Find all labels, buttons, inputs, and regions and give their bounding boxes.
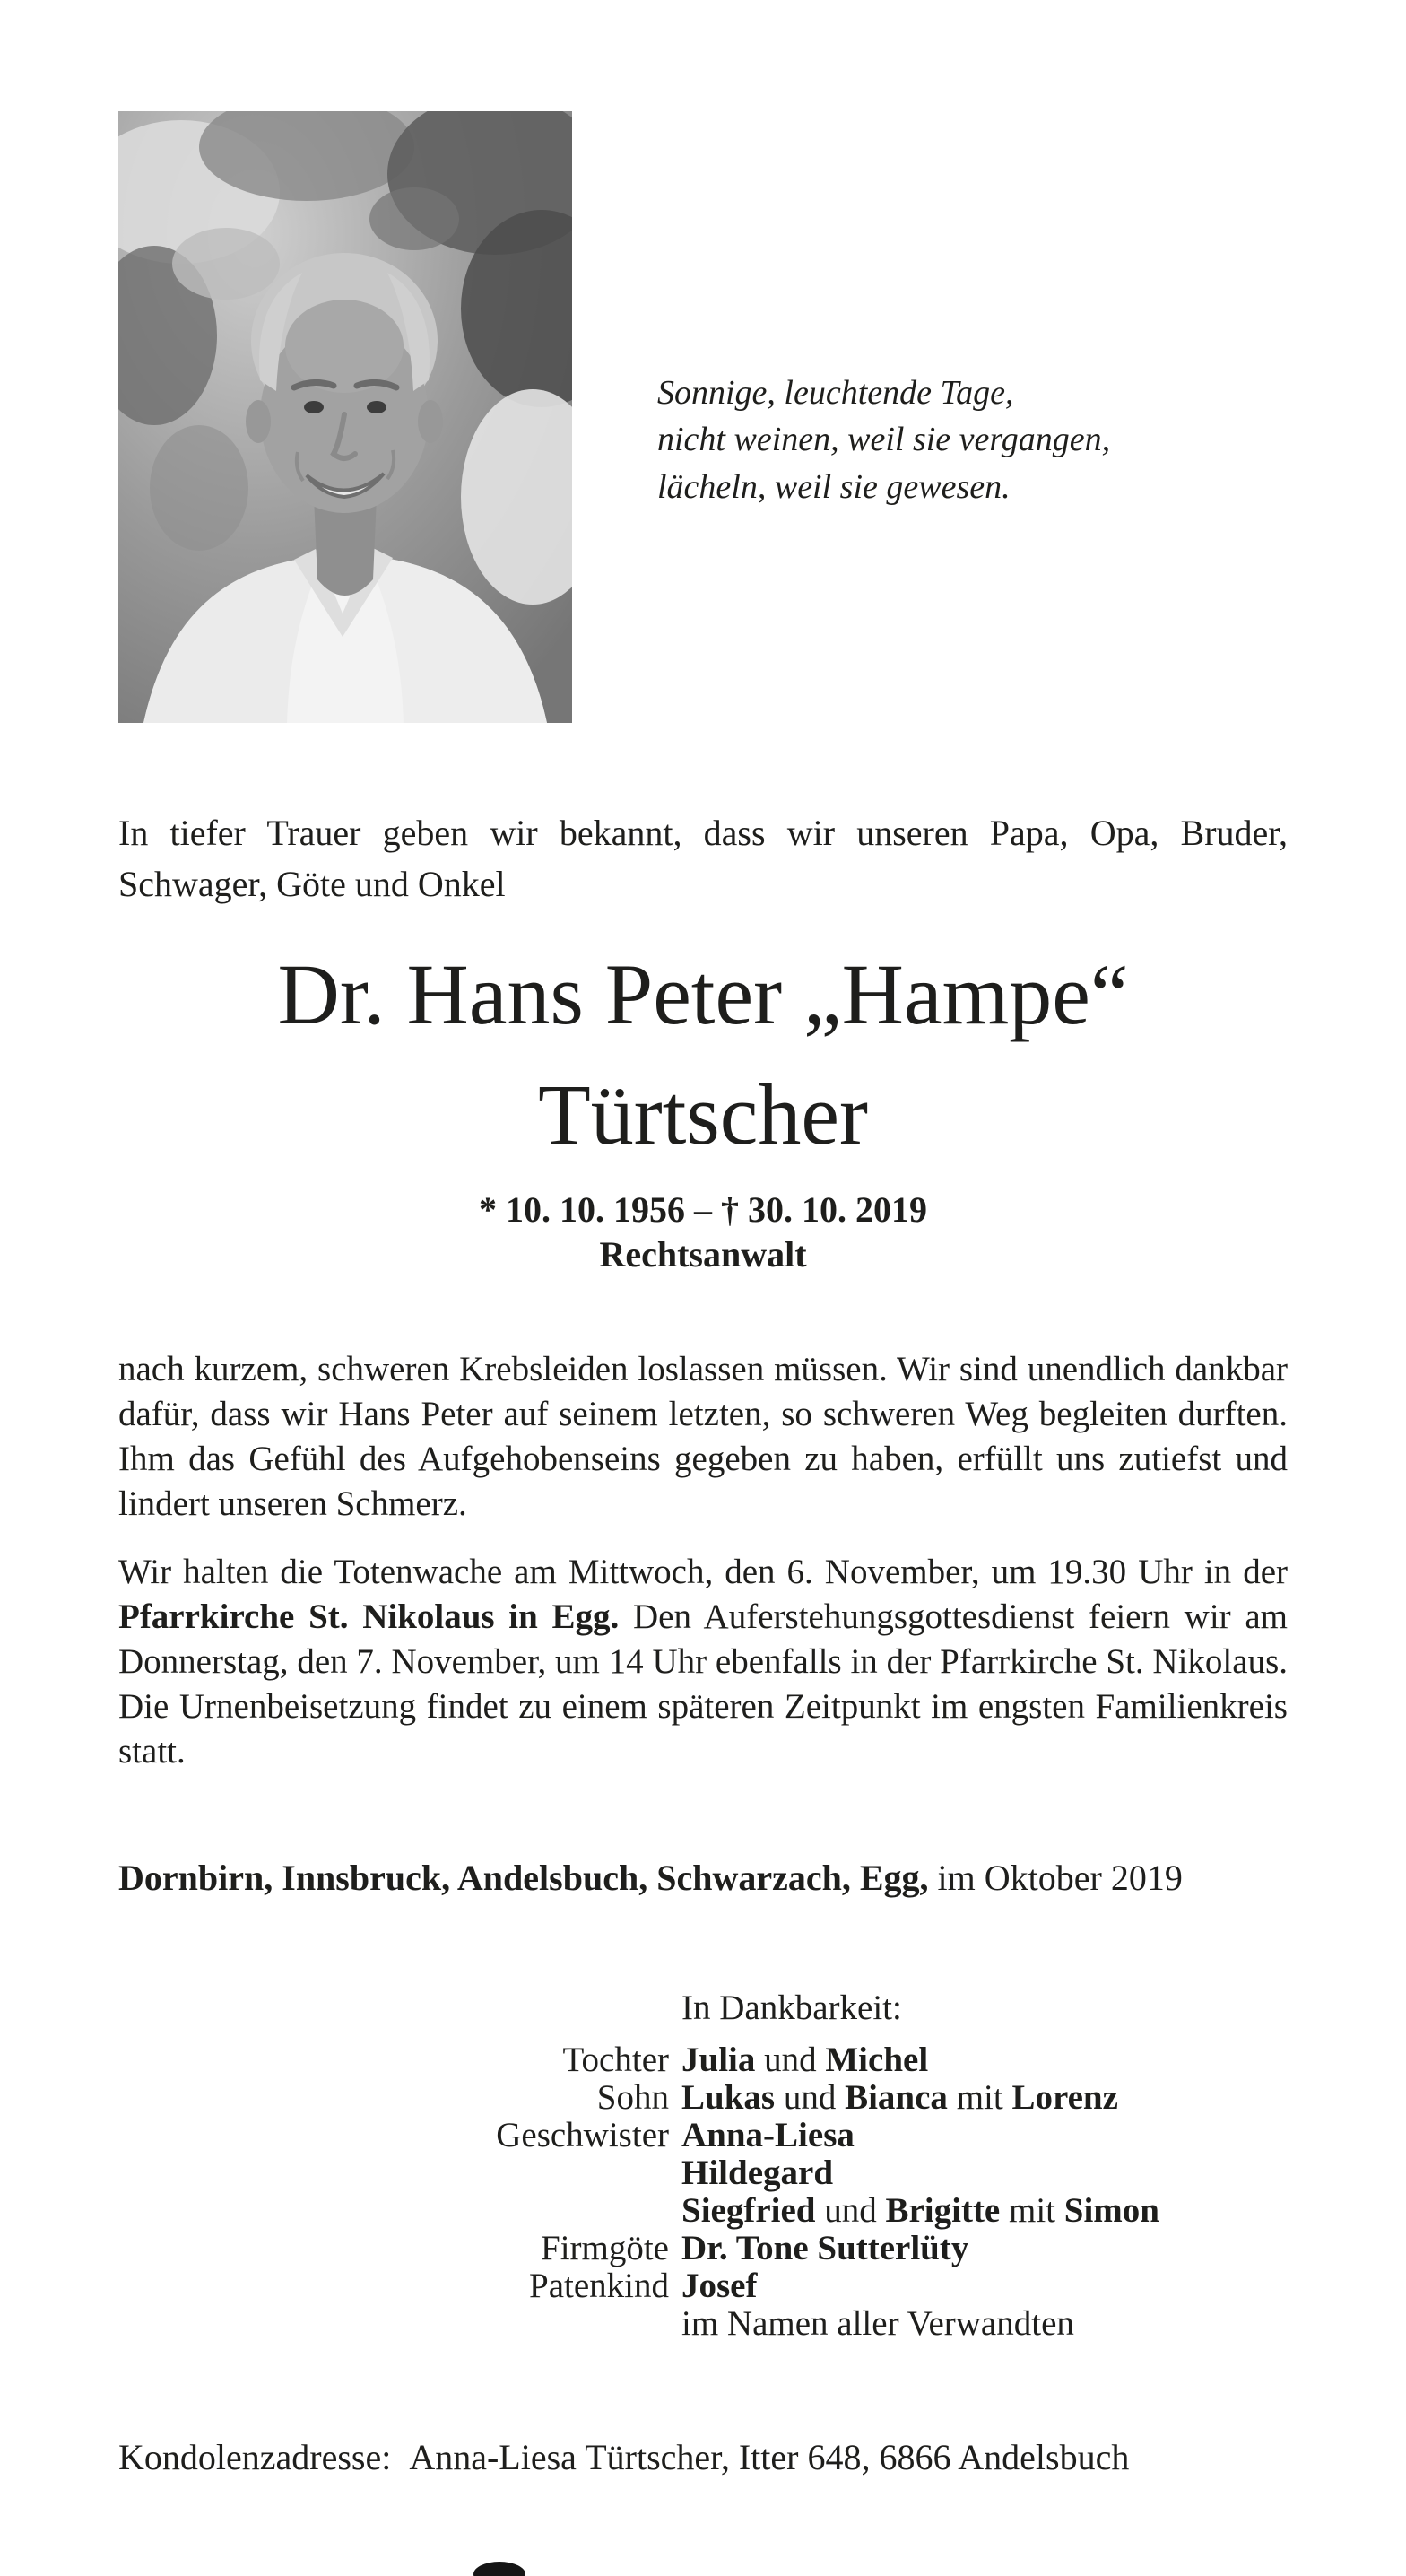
- gratitude-name-bold: Josef: [681, 2267, 758, 2305]
- gratitude-names: [681, 2305, 1288, 2343]
- gratitude-name-text: und: [775, 2078, 846, 2117]
- gratitude-names: [681, 2230, 1288, 2267]
- gratitude-row: [118, 2230, 1288, 2267]
- gratitude-name-text: und: [755, 2041, 826, 2079]
- dateline-cities: Dornbirn, Innsbruck, Andelsbuch, Schwarzach, Egg,: [118, 1858, 929, 1898]
- condolence-label: Kondolenzadresse:: [118, 2437, 392, 2477]
- portrait-photo: [118, 111, 572, 723]
- gratitude-names: [681, 2192, 1288, 2230]
- gratitude-role: Patenkind: [529, 2267, 669, 2305]
- body-text: [118, 1347, 1288, 1774]
- gratitude-name-bold: Hildegard: [681, 2154, 834, 2192]
- gratitude-list: [118, 2041, 1288, 2343]
- services-text-1: Wir halten die Totenwache am Mittwoch, den 6. November, um 19.30 Uhr in der: [118, 1553, 1288, 1591]
- gratitude-names: [681, 2267, 1288, 2305]
- header-section: [118, 0, 1288, 723]
- gratitude-role: [118, 2154, 681, 2192]
- dateline: [118, 1853, 1288, 1903]
- paragraph-illness: nach kurzem, schweren Krebsleiden loslassen müssen. Wir sind unendlich dankbar dafür, dass wir Hans Peter auf seinem letzten, so schweren Weg begleiten durften. Ihm das Gefühl des Aufgehobenseins gegeben zu haben, erfüllt uns zutiefst und lindert unseren Schmerz.: [118, 1350, 1288, 1523]
- gratitude-name-text: mit: [1000, 2191, 1064, 2230]
- gratitude-row: [118, 2041, 1288, 2079]
- condolence-value: Anna-Liesa Türtscher, Itter 648, 6866 Andelsbuch: [409, 2437, 1130, 2477]
- memorial-poem: [657, 370, 1110, 723]
- deceased-name-line2: Türtscher: [538, 1066, 868, 1162]
- poem-line-1: Sonnige, leuchtende Tage,: [657, 374, 1014, 412]
- gratitude-row: [118, 2305, 1288, 2343]
- gratitude-name-bold: Michel: [825, 2041, 929, 2079]
- deceased-name: [118, 935, 1288, 1175]
- gratitude-row: [118, 2117, 1288, 2154]
- gratitude-names: [681, 2079, 1288, 2117]
- services-church-bold: Pfarrkirche St. Nikolaus in Egg.: [118, 1597, 620, 1636]
- dateline-date: im Oktober 2019: [928, 1858, 1183, 1898]
- gratitude-row: [118, 2079, 1288, 2117]
- intro-text: In tiefer Trauer geben wir bekannt, dass wir unseren Papa, Opa, Bruder, Schwager, Göte und Onkel: [118, 813, 1288, 904]
- gratitude-role: [118, 2305, 681, 2343]
- gratitude-name-bold: Siegfried: [681, 2191, 816, 2230]
- profession: Rechtsanwalt: [599, 1234, 807, 1275]
- gratitude-row: [118, 2267, 1288, 2305]
- gratitude-names: [681, 2154, 1288, 2192]
- gratitude-role: [118, 2192, 681, 2230]
- gratitude-role: Firmgöte: [541, 2229, 669, 2267]
- poem-line-2: nicht weinen, weil sie vergangen,: [657, 421, 1111, 459]
- life-dates: * 10. 10. 1956 – † 30. 10. 2019: [479, 1189, 927, 1230]
- gratitude-name-bold: Brigitte: [885, 2191, 1001, 2230]
- gratitude-role: Sohn: [596, 2078, 669, 2117]
- gratitude-name-bold: Dr. Tone Sutterlüty: [681, 2229, 969, 2267]
- gratitude-name-bold: Lorenz: [1011, 2078, 1118, 2117]
- gratitude-header: In Dankbarkeit:: [681, 1989, 902, 2027]
- gratitude-section: [118, 1989, 1288, 2343]
- gratitude-name-text: und: [815, 2191, 886, 2230]
- poem-line-3: lächeln, weil sie gewesen.: [657, 467, 1011, 506]
- paragraph-services: [118, 1550, 1288, 1774]
- gratitude-names: [681, 2117, 1288, 2154]
- services-text-2: Den Auferstehungsgottesdienst feiern wir am Donnerstag, den 7. November, um 14 Uhr ebenfalls in der Pfarrkirche St. Nikolaus. Die Urnenbeisetzung findet zu einem späteren Zeitpunkt im engsten Familienkreis statt.: [118, 1597, 1288, 1771]
- gratitude-role: Geschwister: [496, 2116, 669, 2154]
- gratitude-row: [118, 2192, 1288, 2230]
- gratitude-name-bold: Lukas: [681, 2078, 776, 2117]
- scan-artifact: [473, 2562, 525, 2576]
- portrait-photo-image: [118, 111, 572, 723]
- gratitude-names: [681, 2041, 1288, 2079]
- deceased-name-line1: Dr. Hans Peter „Hampe“: [277, 946, 1129, 1042]
- gratitude-row: [118, 2154, 1288, 2192]
- gratitude-name-text: im Namen aller Verwandten: [681, 2304, 1074, 2343]
- gratitude-name-bold: Julia: [681, 2041, 756, 2079]
- condolence-address: [118, 2432, 1288, 2483]
- gratitude-role: Tochter: [562, 2041, 669, 2079]
- gratitude-name-bold: Anna-Liesa: [681, 2116, 855, 2154]
- gratitude-name-text: mit: [947, 2078, 1012, 2117]
- gratitude-name-bold: Simon: [1063, 2191, 1159, 2230]
- gratitude-name-bold: Bianca: [845, 2078, 948, 2117]
